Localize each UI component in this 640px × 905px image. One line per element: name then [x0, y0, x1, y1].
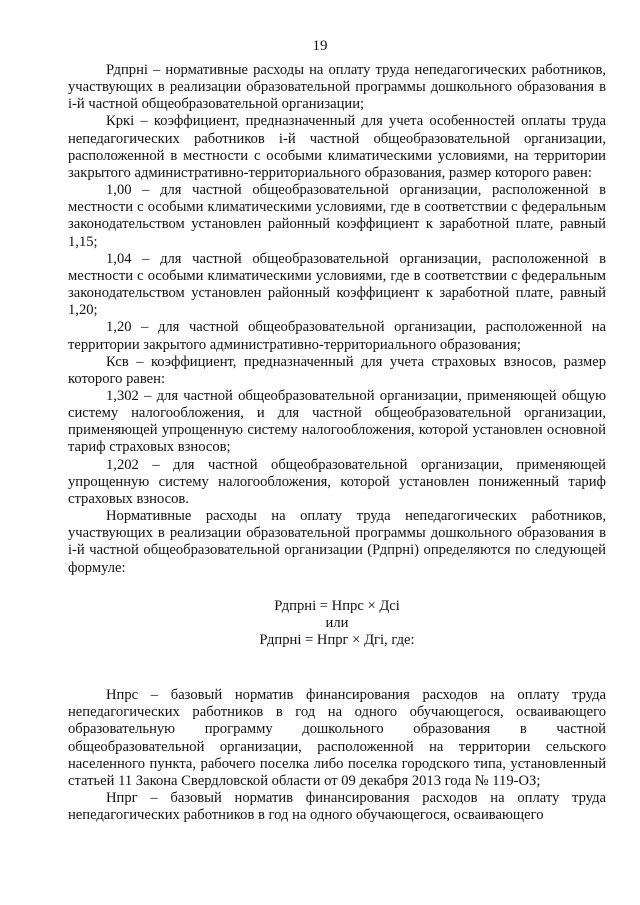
formula-line-2: Рдпрнi = Нпрг × Дгi, где: [259, 632, 415, 648]
spacer [68, 649, 606, 687]
paragraph-krk-value-1-00: 1,00 – для частной общеобразовательной организации, расположенной в местности с особыми климатическими условиями, где в соответствии с федеральным законодательством установлен районный коэффициент к заработной плате, равный 1,15; [68, 182, 606, 250]
paragraph-formula-intro: Нормативные расходы на оплату труда непедагогических работников, участвующих в реализации образовательной программы дошкольного образования в i-й частной общеобразовательной организации (Рдпрнi) определяются по следующей формуле: [68, 508, 606, 576]
formula-or: или [325, 614, 349, 631]
paragraph-krk-value-1-04: 1,04 – для частной общеобразовательной организации, расположенной в местности с особыми климатическими условиями, где в соответствии с федеральным законодательством установлен районный коэффициент к заработной плате, равный 1,20; [68, 250, 606, 319]
paragraph-ksv-value-1-302: 1,302 – для частной общеобразовательной организации, применяющей общую систему налогообложения, и для частной общеобразовательной организации, применяющей упрощенную систему налогообложения, которой установлен основной тариф страховых взносов; [68, 387, 606, 456]
paragraph-krk-value-1-20: 1,20 – для частной общеобразовательной организации, расположенной на территории закрытого административно-территориального образования; [68, 319, 606, 353]
page-number: 19 [312, 38, 328, 54]
paragraph-rdpr-definition: Рдпрнi – нормативные расходы на оплату труда непедагогических работников, участвующих в реализации образовательной программы дошкольного образования в i-й частной общеобразовательной организации; [68, 62, 606, 113]
spacer [68, 577, 606, 598]
paragraph-nprg-definition: Нпрг – базовый норматив финансирования расходов на оплату труда непедагогических работников в год на одного обучающегося, осваивающего [68, 790, 606, 824]
paragraph-nprs-definition: Нпрс – базовый норматив финансирования расходов на оплату труда непедагогических работников в год на одного обучающегося, осваивающего образовательную программу дошкольного образования в частной общеобразовательной организации, расположенной на территории сельского населенного пункта, рабочего поселка либо поселка городского типа, установленный статьей 11 Закона Свердловской области от 09 декабря 2013 года № 119-ОЗ; [68, 687, 606, 789]
formula-line-1: Рдпрнi = Нпрс × Дсi [274, 597, 400, 614]
paragraph-krk-definition: Кркi – коэффициент, предназначенный для учета особенностей оплаты труда непедагогических работников i-й частной общеобразовательной организации, расположенной в местности с особыми климатическими условиями, на территории закрытого административно-территориального образования, размер которого равен: [68, 113, 606, 181]
paragraph-ksv-definition: Ксв – коэффициент, предназначенный для учета страховых взносов, размер которого равен: [68, 353, 606, 387]
document-body [68, 62, 606, 824]
paragraph-ksv-value-1-202: 1,202 – для частной общеобразовательной организации, применяющей упрощенную систему налогообложения, которой установлен пониженный тариф страховых взносов. [68, 456, 606, 507]
